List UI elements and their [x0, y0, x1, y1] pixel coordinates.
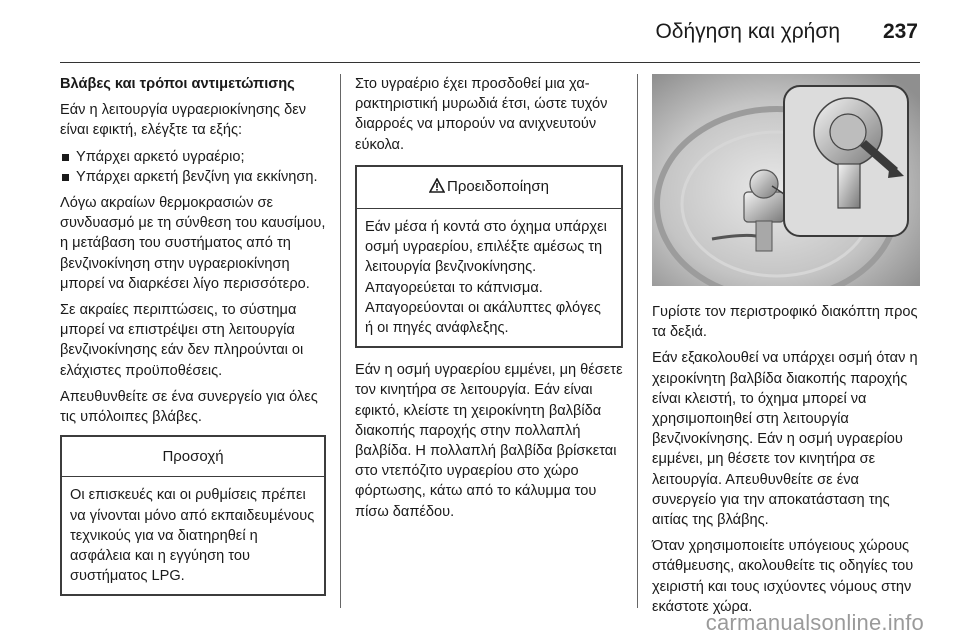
valve-illustration — [652, 74, 920, 286]
caution-text: Οι επισκευές και οι ρυθμίσεις πρέπει να γίνονται μόνο από εκπαιδευμένους τεχνικούς για να διατηρηθεί η ασφάλεια και η εγγύηση του συστήματος LPG. — [70, 487, 315, 585]
persistent-odor-paragraph: Εάν η οσμή υγραερίου εμμένει, μη θέσετε τον κινητήρα σε λειτουργία. Εάν είναι εφικτό, κλείστε τη χειροκίνητη βαλβίδα διακοπής παροχής στην πολλαπλή βαλβίδα. Η πολλαπλή βαλβίδα βρίσκεται στο ντεπόζιτο υγραερίου στο χώρο φόρτωσης, κάτω από το κάλυμμα του πίσω δαπέδου. — [355, 362, 623, 520]
turn-switch-paragraph: Γυρίστε τον περιστροφικό διακόπτη προς τα δεξιά. — [652, 304, 918, 341]
check-list — [60, 147, 326, 187]
watermark: carmanualsonline.info — [705, 610, 924, 635]
list-item: Υπάρχει αρκετή βενζίνη για εκκίνηση. — [60, 167, 326, 187]
extreme-cases-paragraph: Σε ακραίες περιπτώσεις, το σύστημα μπορεί να επιστρέψει στη λειτουργία βενζινοκίνησης εάν δεν πληρούνται οι ελάχιστες προϋποθέσεις. — [60, 302, 304, 379]
column-divider-1 — [340, 74, 341, 608]
troubleshooting-heading: Βλάβες και τρόποι αντιμετώπισης — [60, 76, 295, 92]
list-item: Υπάρχει αρκετό υγραέριο; — [60, 147, 326, 167]
intro-paragraph: Εάν η λειτουργία υγραεριοκίνησης δεν είναι εφικτή, ελέγξτε τα εξής: — [60, 102, 306, 139]
section-title: Οδήγηση και χρήση — [655, 20, 840, 43]
column-divider-2 — [637, 74, 638, 608]
valve-closed-paragraph: Εάν εξακολουθεί να υπάρχει οσμή όταν η χειροκίνητη βαλβίδα διακοπής παροχής είναι κλειστή, το όχημα μπορεί να χρησιμοποιηθεί στη λειτουργία βενζινοκίνησης. Εάν η οσμή υγραερίου εμμένει, μη θέσετε τον κινητήρα σε λειτουργία. Απευθυνθείτε σε ένα συνεργείο για την αποκατάσταση της αιτίας της βλάβης. — [652, 350, 918, 529]
warning-box — [355, 165, 623, 348]
warning-header — [357, 167, 621, 209]
odor-paragraph: Στο υγραέριο έχει προσδοθεί μια χαρακτηριστική μυρωδιά έτσι, ώστε τυχόν διαρροές να μπορούν να ανιχνευτούν εύκολα. — [355, 76, 608, 153]
column-2 — [355, 74, 623, 528]
temperature-paragraph: Λόγω ακραίων θερμοκρασιών σε συνδυασμό με τη σύνθεση του καυσίμου, η μετάβαση του συστήματος από τη βενζινοκίνηση στην υγραεριοκίνηση μπορεί να διαρκέσει λίγο περισσότερο. — [60, 195, 326, 292]
warning-icon — [429, 178, 445, 199]
caution-title: Προσοχή — [62, 437, 324, 477]
column-3 — [652, 74, 920, 623]
warning-text: Εάν μέσα ή κοντά στο όχημα υπάρχει οσμή υγραερίου, επιλέξτε αμέσως τη λειτουργία βενζινοκίνησης. Απαγορεύεται το κάπνισμα. Απαγορεύονται οι ακάλυπτες φλόγες ή οι πηγές ανάφλεξης. — [365, 219, 607, 337]
parking-paragraph: Όταν χρησιμοποιείτε υπόγειους χώρους στάθμευσης, ακολουθείτε τις οδηγίες του χειριστή και τους ισχύοντες νόμους στην εκάστοτε χώρα. — [652, 538, 914, 615]
header-rule — [60, 62, 920, 63]
shutoff-valve-drawing — [652, 74, 920, 286]
workshop-paragraph: Απευθυνθείτε σε ένα συνεργείο για όλες τις υπόλοιπες βλάβες. — [60, 388, 318, 426]
warning-title: Προειδοποίηση — [447, 177, 549, 195]
column-1 — [60, 74, 326, 596]
page-number: 237 — [882, 20, 918, 43]
caution-box — [60, 435, 326, 596]
